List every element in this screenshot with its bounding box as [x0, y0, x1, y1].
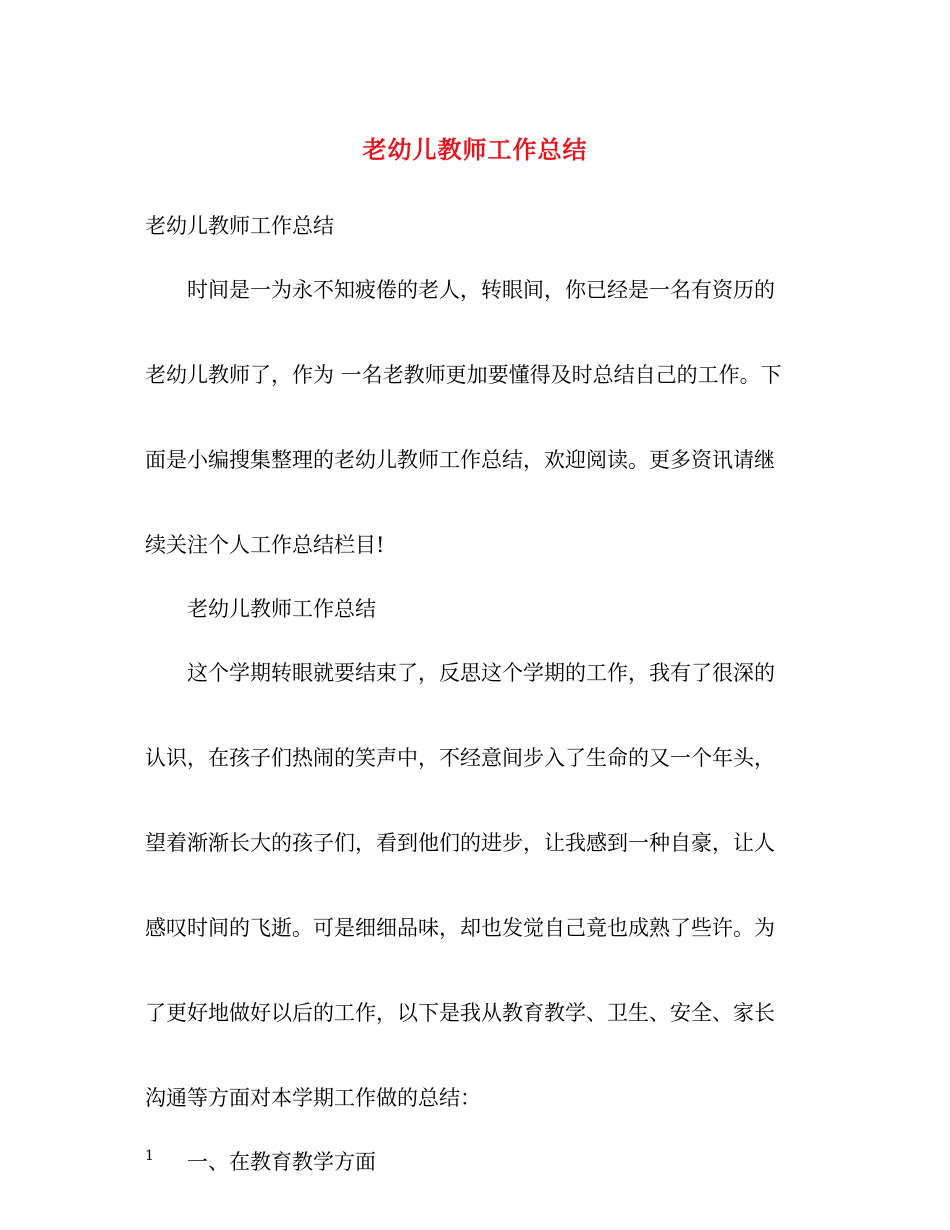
paragraph-line: 感叹时间的飞逝。可是细细品味，却也发觉自己竟也成熟了些许。为	[145, 916, 775, 940]
paragraph-line: 时间是一为永不知疲倦的老人，转眼间，你已经是一名有资历的	[187, 278, 775, 302]
paragraph-line: 老幼儿教师了，作为 一名老教师更加要懂得及时总结自己的工作。下	[145, 363, 782, 387]
document-body	[145, 216, 805, 1173]
document-title: 老幼儿教师工作总结	[362, 135, 588, 164]
section-heading: 老幼儿教师工作总结	[187, 597, 376, 621]
paragraph-line: 了更好地做好以后的工作，以下是我从教育教学、卫生、安全、家长	[145, 1001, 775, 1025]
page-number: 1	[145, 1148, 154, 1164]
section-heading: 一、在教育教学方面	[187, 1150, 376, 1174]
paragraph-line: 续关注个人工作总结栏目!	[145, 533, 385, 557]
subtitle-line: 老幼儿教师工作总结	[145, 214, 334, 238]
paragraph-line: 面是小编搜集整理的老幼儿教师工作总结，欢迎阅读。更多资讯请继	[145, 448, 775, 472]
paragraph-line: 这个学期转眼就要结束了，反思这个学期的工作，我有了很深的	[187, 661, 775, 685]
paragraph-line: 望着渐渐长大的孩子们，看到他们的进步，让我感到一种自豪，让人	[145, 831, 775, 855]
paragraph-line: 沟通等方面对本学期工作做的总结：	[145, 1086, 481, 1110]
paragraph-line: 认识，在孩子们热闹的笑声中，不经意间步入了生命的又一个年头，	[145, 746, 775, 770]
